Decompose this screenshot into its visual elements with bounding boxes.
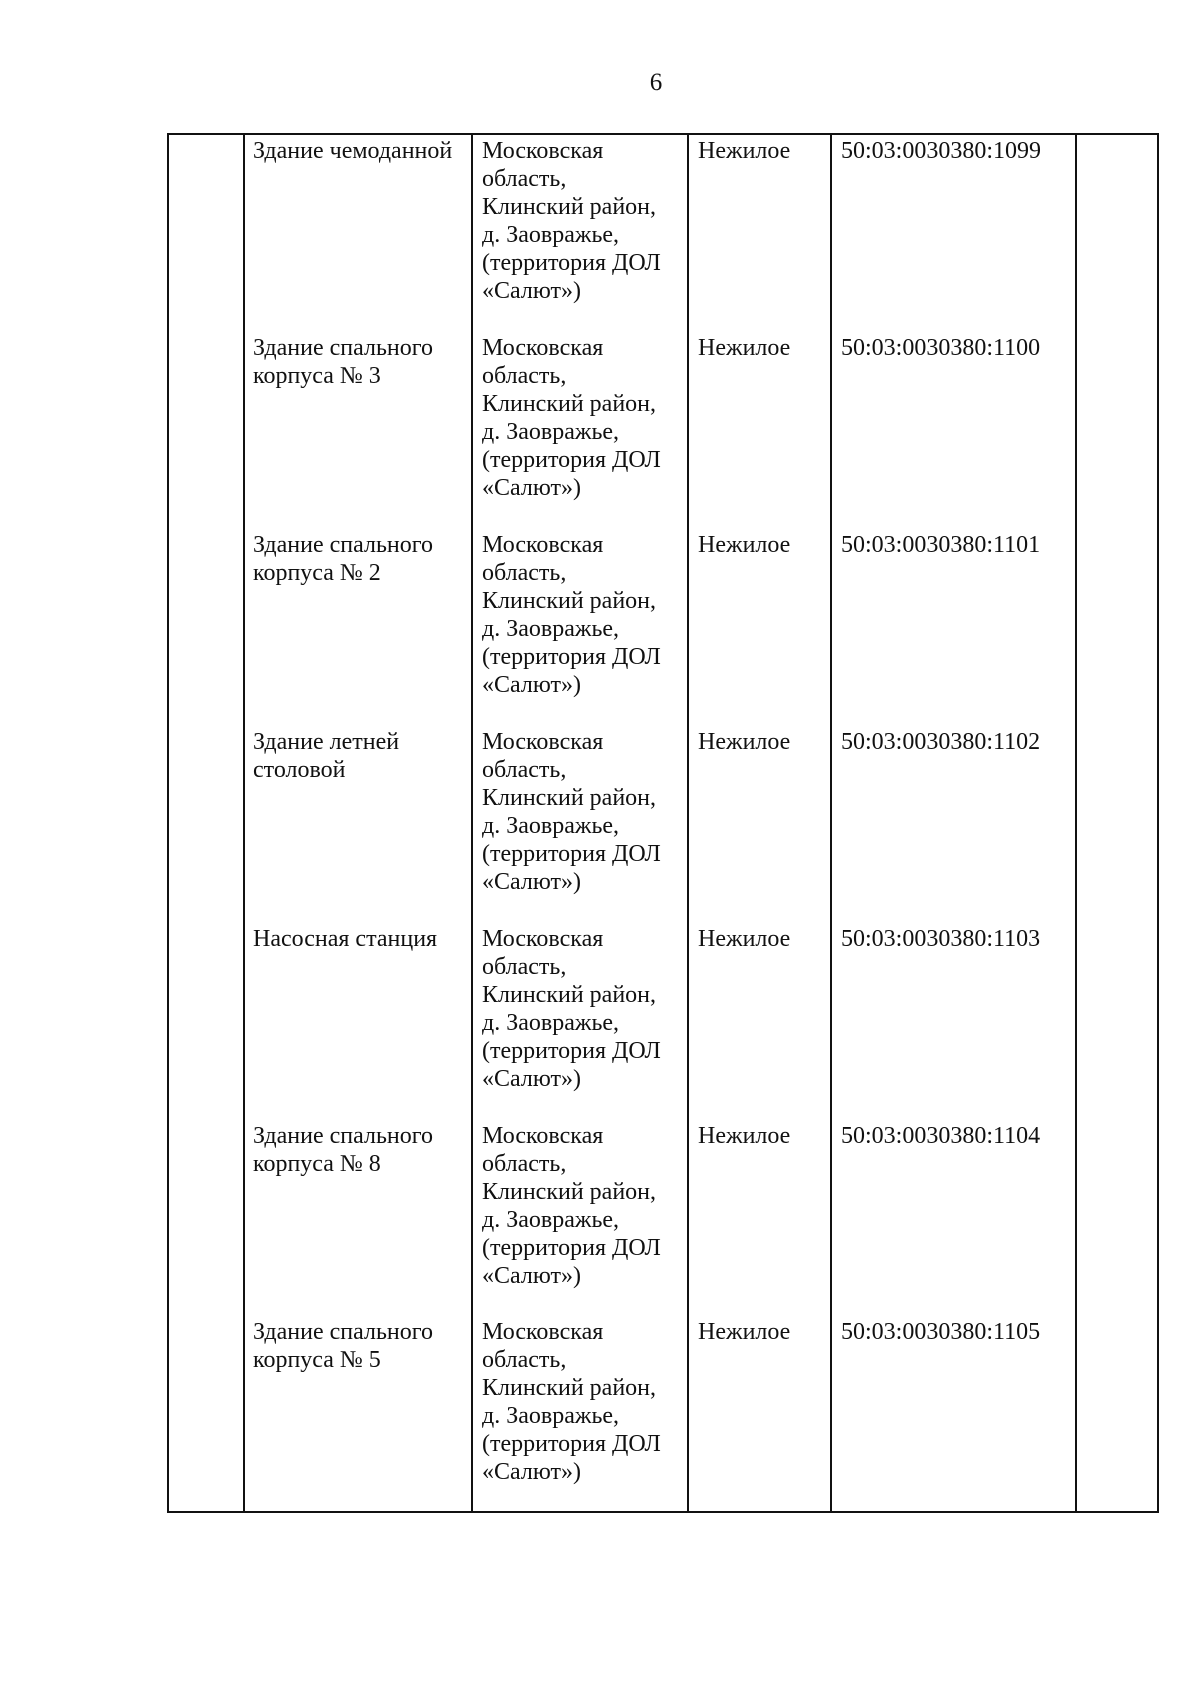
object-type: Нежилое [698, 1123, 791, 1149]
object-type: Нежилое [698, 729, 791, 755]
page-number: 6 [649, 69, 663, 96]
object-type: Нежилое [698, 532, 791, 558]
object-address: Московская область, Клинский район, д. Заовражье, (территория ДОЛ «Салют») [482, 138, 661, 304]
object-type: Нежилое [698, 335, 791, 361]
object-name: Насосная станция [253, 926, 438, 952]
cadastral-number: 50:03:0030380:1105 [841, 1319, 1041, 1345]
cadastral-number: 50:03:0030380:1104 [841, 1123, 1041, 1149]
cadastral-number: 50:03:0030380:1099 [841, 138, 1042, 164]
table-row [169, 1122, 1157, 1319]
object-address: Московская область, Клинский район, д. Заовражье, (территория ДОЛ «Салют») [482, 1123, 661, 1289]
table-row [169, 728, 1157, 925]
cadastral-number: 50:03:0030380:1102 [841, 729, 1041, 755]
table-row [169, 531, 1157, 728]
object-address: Московская область, Клинский район, д. Заовражье, (территория ДОЛ «Салют») [482, 926, 661, 1092]
object-name: Здание спального корпуса № 3 [253, 335, 433, 389]
cadastral-number: 50:03:0030380:1101 [841, 532, 1041, 558]
object-name: Здание спального корпуса № 5 [253, 1319, 433, 1373]
table-row [169, 334, 1157, 531]
cadastral-number: 50:03:0030380:1103 [841, 926, 1041, 952]
object-name: Здание спального корпуса № 2 [253, 532, 433, 586]
table-row [169, 925, 1157, 1122]
table-row [169, 137, 1157, 334]
object-name: Здание летней столовой [253, 729, 400, 783]
object-type: Нежилое [698, 1319, 791, 1345]
object-address: Московская область, Клинский район, д. Заовражье, (территория ДОЛ «Салют») [482, 729, 661, 895]
object-name: Здание чемоданной [253, 138, 453, 164]
property-table [167, 133, 1159, 1513]
cadastral-number: 50:03:0030380:1100 [841, 335, 1041, 361]
object-type: Нежилое [698, 926, 791, 952]
object-address: Московская область, Клинский район, д. Заовражье, (территория ДОЛ «Салют») [482, 532, 661, 698]
object-type: Нежилое [698, 138, 791, 164]
table-row [169, 1318, 1157, 1515]
object-address: Московская область, Клинский район, д. Заовражье, (территория ДОЛ «Салют») [482, 335, 661, 501]
object-name: Здание спального корпуса № 8 [253, 1123, 433, 1177]
object-address: Московская область, Клинский район, д. Заовражье, (территория ДОЛ «Салют») [482, 1319, 661, 1485]
